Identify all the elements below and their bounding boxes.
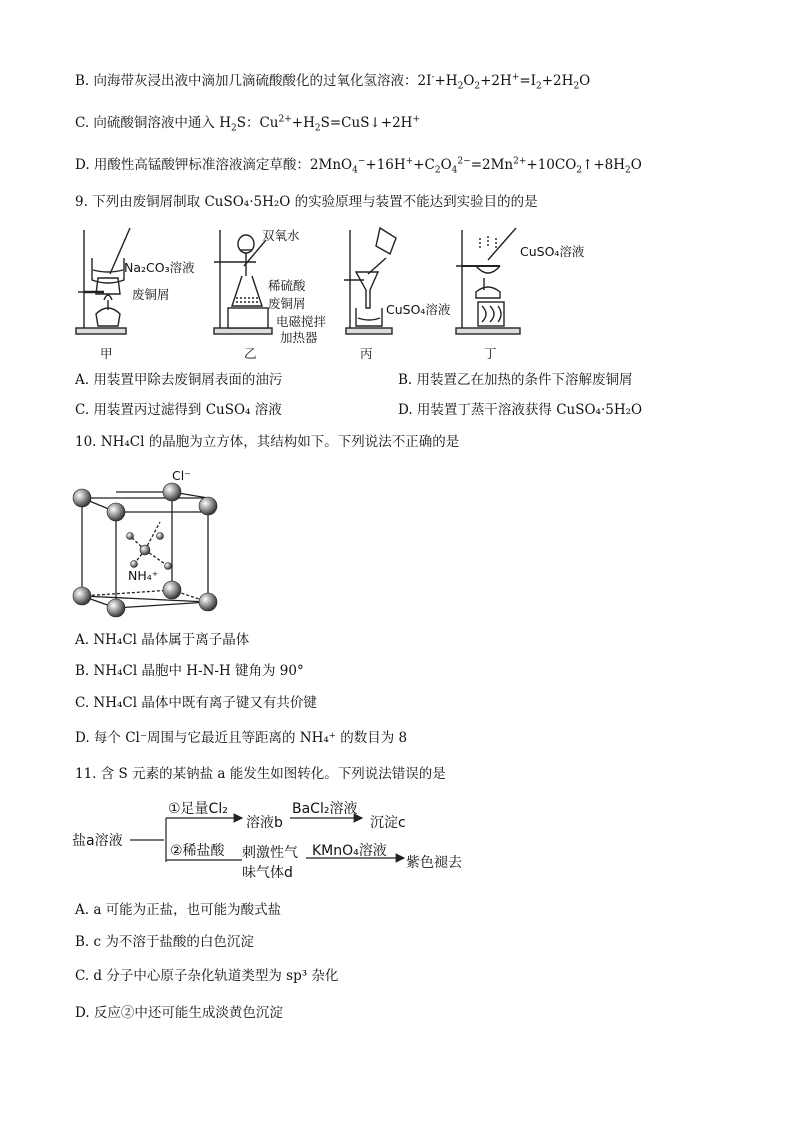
jia-scrap-label: 废铜屑 [132,287,170,302]
flow-precipitate-c: 沉淀c [370,815,406,831]
flow-start: 盐a溶液 [72,833,123,849]
q8-option-c: C. 向硫酸铜溶液中通入 $H_2S$：$Cu^{2+}+H_2S=CuS↓+2H^+$ [75,114,420,134]
q9-option-a: A. 用装置甲除去废铜屑表面的油污 [75,372,283,388]
yi-stirrer-label: 电磁搅拌 [276,314,327,329]
apparatus-jia [76,228,130,334]
q9-stem: 9. 下列由废铜屑制取 CuSO₄·5H₂O 的实验原理与装置不能达到实验目的的是 [75,194,538,210]
q10-stem: 10. NH₄Cl 的晶胞为立方体，其结构如下。下列说法不正确的是 [75,434,460,450]
bing-solution-label: CuSO₄溶液 [386,302,451,317]
cl-ion [199,497,217,515]
q10-option-d: D. 每个 Cl⁻周围与它最近且等距离的 NH₄⁺ 的数目为 8 [75,730,408,746]
q11-option-b: B. c 为不溶于盐酸的白色沉淀 [75,934,254,950]
cl-ion [73,489,91,507]
q9-option-d: D. 用装置丁蒸干溶液获得 CuSO₄·5H₂O [398,402,643,418]
cl-ion [107,599,125,617]
flow-step2: ②稀盐酸 [170,843,225,859]
flow-result: 紫色褪去 [406,855,462,871]
caption-bing: 丙 [360,346,373,361]
flow-gas-d-line2: 味气体d [242,865,293,881]
q9-apparatus-figure [0,218,794,368]
nh4-ion-label: NH₄⁺ [128,568,159,583]
apparatus-bing [344,228,396,334]
cl-ion [107,503,125,521]
cl-ion [199,593,217,611]
caption-ding: 丁 [484,346,497,361]
q8-option-b: B. 向海带灰浸出液中滴加几滴硫酸酸化的过氧化氢溶液：$2I^-+H_2O_2+2H^+=I_2+2H_2O$ [75,72,591,92]
caption-yi: 乙 [244,346,257,361]
flow-step1: ①足量Cl₂ [168,801,228,817]
n-atom [140,545,150,555]
q9-option-b: B. 用装置乙在加热的条件下溶解废铜屑 [398,372,633,388]
q10-option-c: C. NH₄Cl 晶体中既有离子键又有共价键 [75,695,317,711]
q8-option-d: D. 用酸性高锰酸钾标准溶液滴定草酸：$2MnO_4^-+16H^++C_2O_4^{2-}=2Mn^{2+}+10CO_2↑+8H_2O$ [75,156,642,176]
apparatus-ding [456,228,520,334]
flow-kmno4: KMnO₄溶液 [312,843,387,859]
flow-bacl2: BaCl₂溶液 [292,801,358,817]
cl-ion [73,587,91,605]
q10-option-b: B. NH₄Cl 晶胞中 H-N-H 键角为 90° [75,663,304,679]
cl-ion [163,483,181,501]
q10-option-a: A. NH₄Cl 晶体属于离子晶体 [75,632,250,648]
cl-ion [163,581,181,599]
q11-option-c: C. d 分子中心原子杂化轨道类型为 sp³ 杂化 [75,968,339,984]
ding-solution-label: CuSO₄溶液 [520,244,585,259]
cl-ion-label: Cl⁻ [172,468,191,483]
caption-jia: 甲 [100,346,113,361]
apparatus-yi [214,230,272,334]
q11-option-d: D. 反应②中还可能生成淡黄色沉淀 [75,1005,283,1021]
yi-scrap-label: 废铜屑 [268,296,306,311]
jia-reagent-label: Na₂CO₃溶液 [124,260,195,275]
flow-solution-b: 溶液b [246,815,283,831]
h-atom [131,561,138,568]
flow-gas-d-line1: 刺激性气 [242,845,298,861]
h-atom [127,533,134,540]
q9-option-c: C. 用装置丙过滤得到 CuSO₄ 溶液 [75,402,282,418]
q11-option-a: A. a 可能为正盐，也可能为酸式盐 [75,902,282,918]
nh4cl-unit-cell-figure [60,466,240,626]
yi-h2o2-label: 双氧水 [262,228,300,243]
yi-acid-label: 稀硫酸 [268,278,306,293]
h-atom [157,533,164,540]
h-atom [165,563,172,570]
q11-stem: 11. 含 S 元素的某钠盐 a 能发生如图转化。下列说法错误的是 [75,766,446,782]
yi-heater-label: 加热器 [280,330,318,345]
